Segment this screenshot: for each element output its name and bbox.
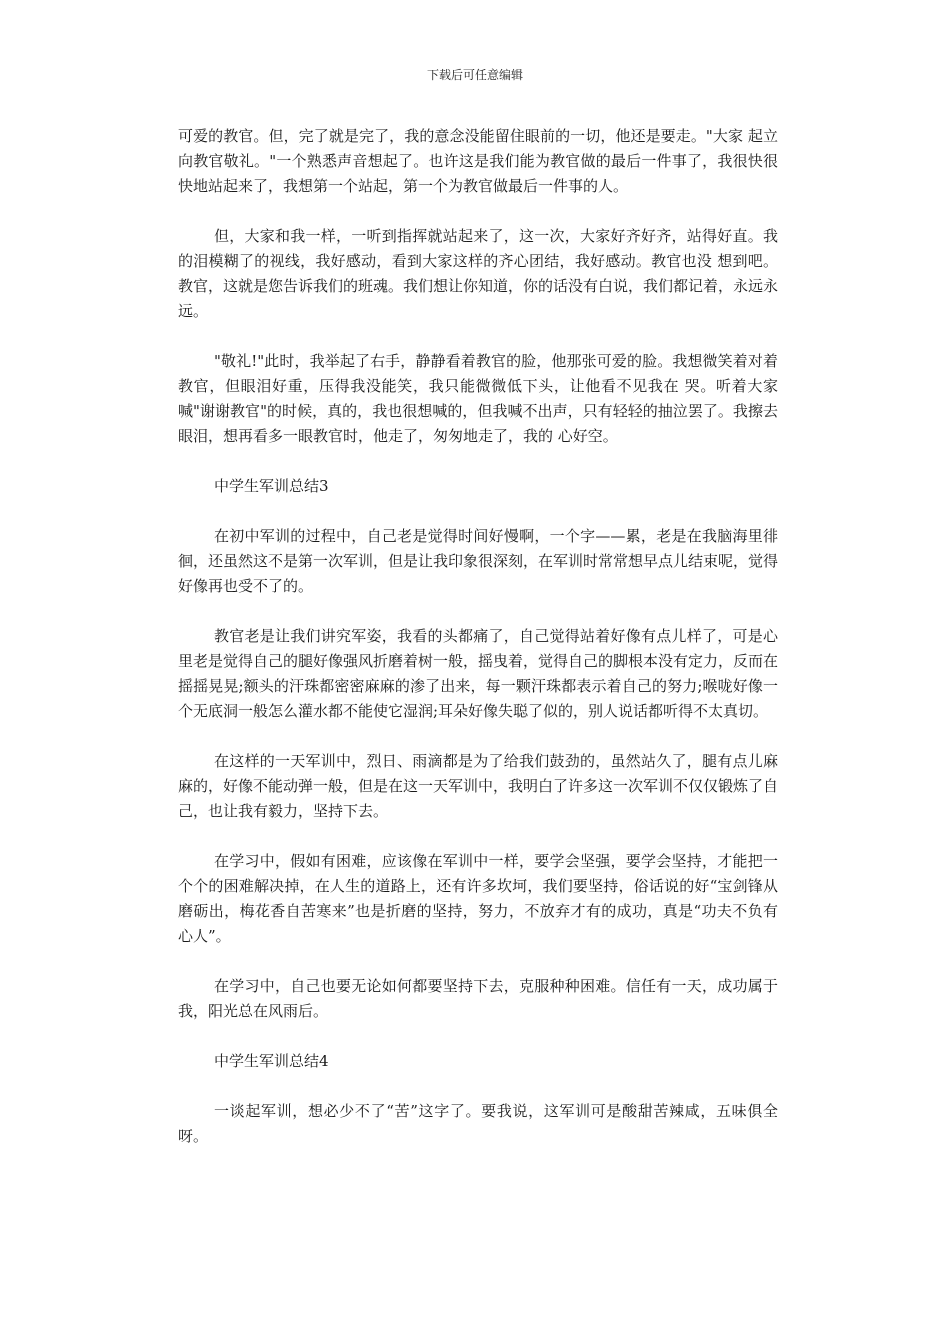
paragraph: 在初中军训的过程中，自己老是觉得时间好慢啊，一个字——累，老是在我脑海里徘徊，还虽然这不是第一次军训，但是让我印象很深刻，在军训时常常想早点儿结束呢，觉得好像再也受不了的。 [178, 527, 779, 595]
section-title: 中学生军训总结4 [214, 1052, 329, 1070]
paragraph: 在学习中，假如有困难，应该像在军训中一样，要学会坚强，要学会坚持，才能把一个个的困难解决掉，在人生的道路上，还有许多坎坷，我们要坚持，俗话说的好“宝剑锋从磨砺出，梅花香自苦寒来”也是折磨的坚持，努力，不放弃才有的成功，真是“功夫不负有心人”。 [178, 852, 778, 945]
document-body [178, 124, 778, 1174]
paragraph: 一谈起军训，想必少不了“苦”这字了。要我说，这军训可是酸甜苦辣咸，五味俱全呀。 [178, 1102, 778, 1145]
paragraph: 在这样的一天军训中，烈日、雨滴都是为了给我们鼓劲的，虽然站久了，腿有点儿麻麻的，好像不能动弹一般，但是在这一天军训中，我明白了许多这一次军训不仅仅锻炼了自己，也让我有毅力，坚持下去。 [178, 752, 779, 820]
page-header: 下载后可任意编辑 [426, 68, 523, 82]
paragraph: 教官老是让我们讲究军姿，我看的头都痛了，自己觉得站着好像有点儿样了，可是心里老是觉得自己的腿好像强风折磨着树一般，摇曳着，觉得自己的脚根本没有定力，反而在摇摇晃晃;额头的汗珠都密密麻麻的渗了出来，每一颗汗珠都表示着自己的努力;喉咙好像一个无底洞一般怎么灌水都不能使它湿润;耳朵好像失聪了似的，别人说话都听得不太真切。 [178, 627, 779, 720]
paragraph: 在学习中，自己也要无论如何都要坚持下去，克服种种困难。信任有一天，成功属于我，阳光总在风雨后。 [178, 977, 778, 1020]
paragraph: "敬礼!"此时，我举起了右手，静静看着教官的脸，他那张可爱的脸。我想微笑着对着教官，但眼泪好重，压得我没能笑，我只能微微低下头，让他看不见我在 哭。听着大家喊"谢谢教官"的时候，真的，我也很想喊的，但我喊不出声，只有轻轻的抽泣罢了。我擦去眼泪，想再看多一眼教官时，他走了，匆匆地走了，我的 心好空。 [178, 352, 778, 445]
paragraph-continued: 可爱的教官。但，完了就是完了，我的意念没能留住眼前的一切，他还是要走。"大家 起立向教官敬礼。"一个熟悉声音想起了。也许这是我们能为教官做的最后一件事了，我很快很快地站起来了，我想第一个站起，第一个为教官做最后一件事的人。 [178, 127, 778, 195]
section-title: 中学生军训总结3 [214, 477, 329, 495]
paragraph: 但，大家和我一样，一听到指挥就站起来了，这一次，大家好齐好齐，站得好直。我的泪模糊了的视线，我好感动，看到大家这样的齐心团结，我好感动。教官也没 想到吧。教官，这就是您告诉我们的班魂。我们想让你知道，你的话没有白说，我们都记着，永远永远。 [178, 227, 779, 320]
